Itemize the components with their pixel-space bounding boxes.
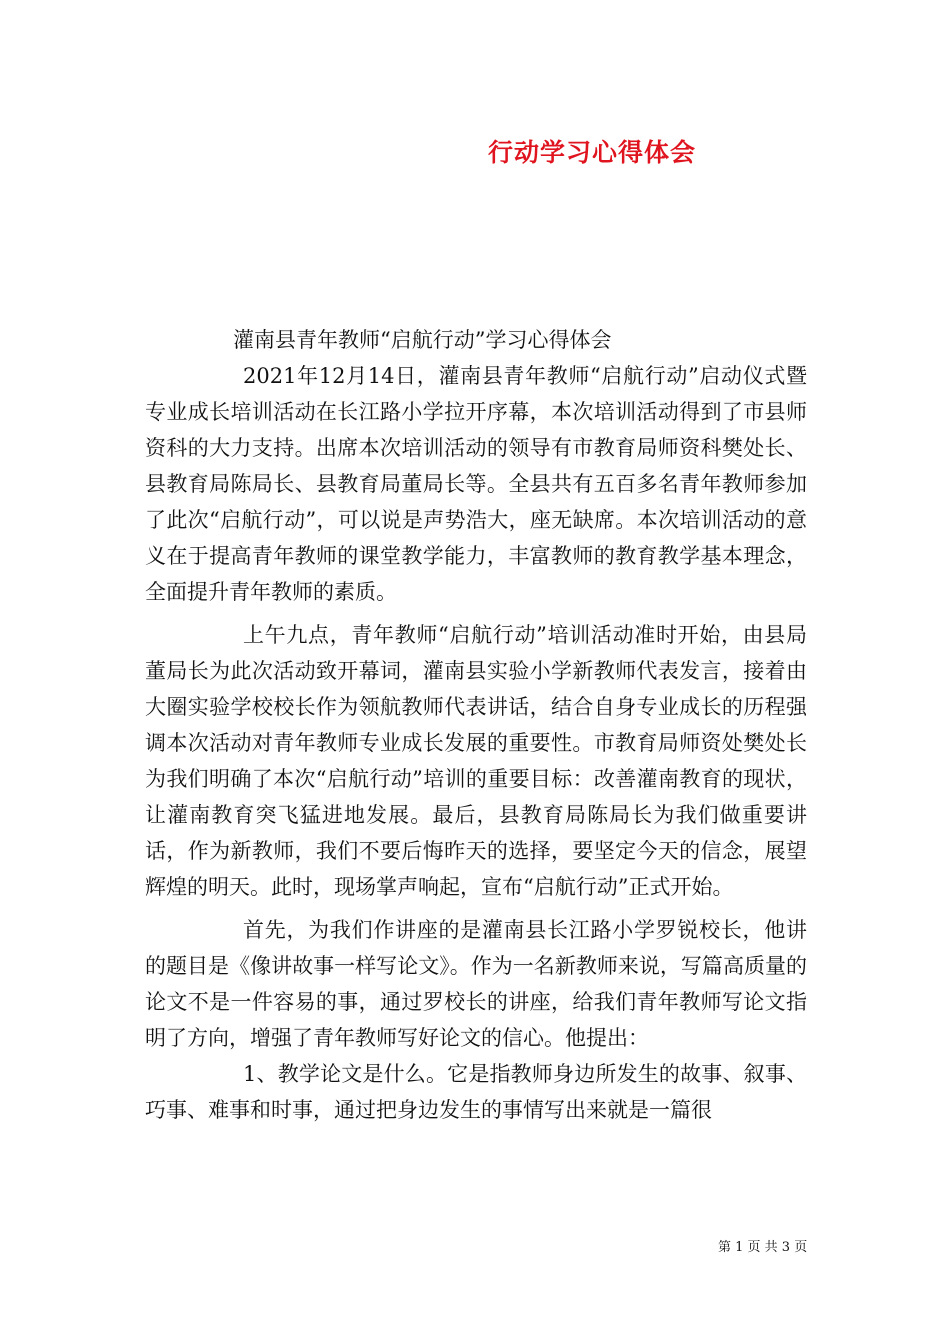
document-title: 行动学习心得体会 [488, 138, 697, 167]
paragraph-3: 首先，为我们作讲座的是灌南县长江路小学罗锐校长，他讲的题目是《像讲故事一样写论文》。作为一名新教师来说，写篇高质量的论文不是一件容易的事，通过罗校长的讲座，给我们青年教师写论文指明了方向，增强了青年教师写好论文的信心。他提出： [145, 918, 807, 1050]
document-subtitle: 灌南县青年教师“启航行动”学习心得体会 [233, 328, 612, 352]
document-body [145, 322, 807, 1128]
paragraph-2: 上午九点，青年教师“启航行动”培训活动准时开始，由县局董局长为此次活动致开幕词，灌南县实验小学新教师代表发言，接着由大圈实验学校校长作为领航教师代表讲话，结合自身专业成长的历程强调本次活动对青年教师专业成长发展的重要性。市教育局师资处樊处长为我们明确了本次“启航行动”培训的重要目标：改善灌南教育的现状，让灌南教育突飞猛进地发展。最后，县教育局陈局长为我们做重要讲话，作为新教师，我们不要后悔昨天的选择，要坚定今天的信念，展望辉煌的明天。此时，现场掌声响起，宣布“启航行动”正式开始。 [145, 623, 807, 899]
page-number: 第 1 页 共 3 页 [718, 1240, 808, 1255]
paragraph-4: 1、教学论文是什么。它是指教师身边所发生的故事、叙事、巧事、难事和时事，通过把身边发生的事情写出来就是一篇很 [145, 1062, 807, 1122]
paragraph-1: 2021年12月14日，灌南县青年教师“启航行动”启动仪式暨专业成长培训活动在长江路小学拉开序幕，本次培训活动得到了市县师资科的大力支持。出席本次培训活动的领导有市教育局师资科樊处长、县教育局陈局长、县教育局董局长等。全县共有五百多名青年教师参加了此次“启航行动”，可以说是声势浩大，座无缺席。本次培训活动的意义在于提高青年教师的课堂教学能力，丰富教师的教育教学基本理念，全面提升青年教师的素质。 [145, 364, 807, 604]
